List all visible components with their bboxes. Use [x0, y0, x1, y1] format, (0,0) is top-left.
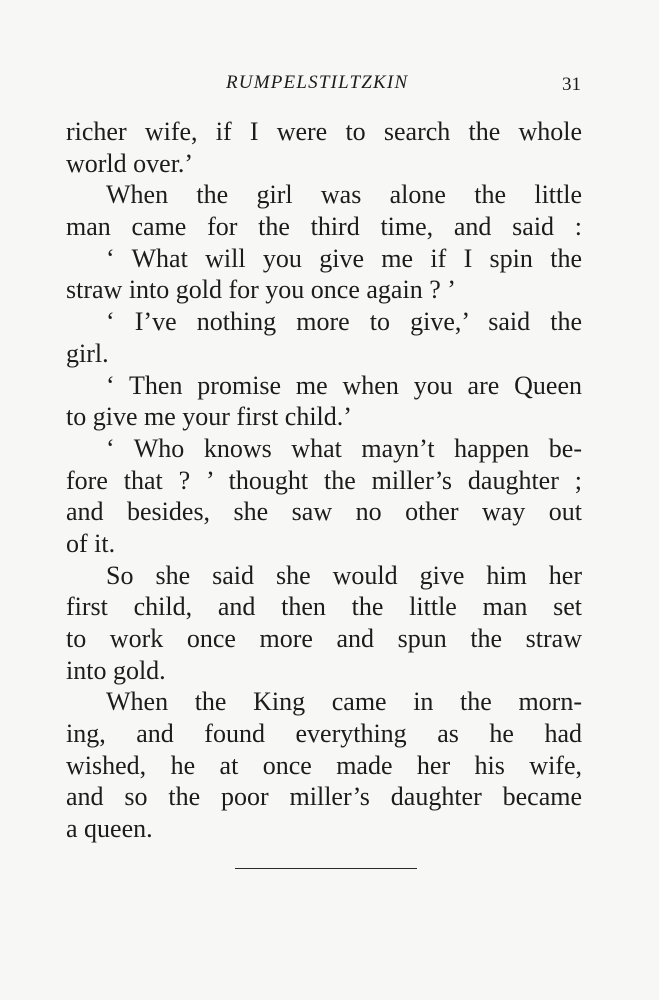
end-rule: [235, 868, 417, 869]
text-line: wished, he at once made her his wife,: [66, 750, 582, 780]
text-line: of it.: [66, 528, 116, 558]
text-line: to work once more and spun the straw: [66, 624, 582, 653]
text-line: and so the poor miller’s daughter became: [66, 782, 582, 812]
text-line: a queen.: [66, 814, 153, 844]
page-number: 31: [562, 74, 581, 95]
running-title: RUMPELSTILTZKIN: [226, 72, 409, 93]
text-line: into gold.: [66, 655, 166, 685]
text-line: world over.’: [66, 148, 194, 178]
body-text: [66, 116, 582, 845]
text-line: When the girl was alone the little: [106, 180, 582, 210]
text-line: When the King came in the morn-: [106, 687, 582, 717]
text-line: So she said she would give him her: [106, 560, 582, 590]
text-line: ‘ Who knows what mayn’t happen be-: [106, 433, 582, 463]
text-line: straw into gold for you once again ? ’: [66, 275, 456, 305]
text-line: fore that ? ’ thought the miller’s daughter ;: [66, 465, 582, 495]
text-line: ‘ I’ve nothing more to give,’ said the: [106, 307, 582, 337]
text-line: ‘ Then promise me when you are Queen: [106, 370, 582, 400]
running-head: [0, 72, 659, 102]
text-line: man came for the third time, and said :: [66, 212, 582, 242]
text-line: and besides, she saw no other way out: [66, 497, 582, 527]
text-line: to give me your first child.’: [66, 402, 352, 432]
text-line: first child, and then the little man set: [66, 592, 582, 622]
text-line: ing, and found everything as he had: [66, 719, 582, 749]
text-line: girl.: [66, 338, 109, 368]
text-line: ‘ What will you give me if I spin the: [106, 243, 582, 273]
text-line: richer wife, if I were to search the whole: [66, 117, 582, 146]
